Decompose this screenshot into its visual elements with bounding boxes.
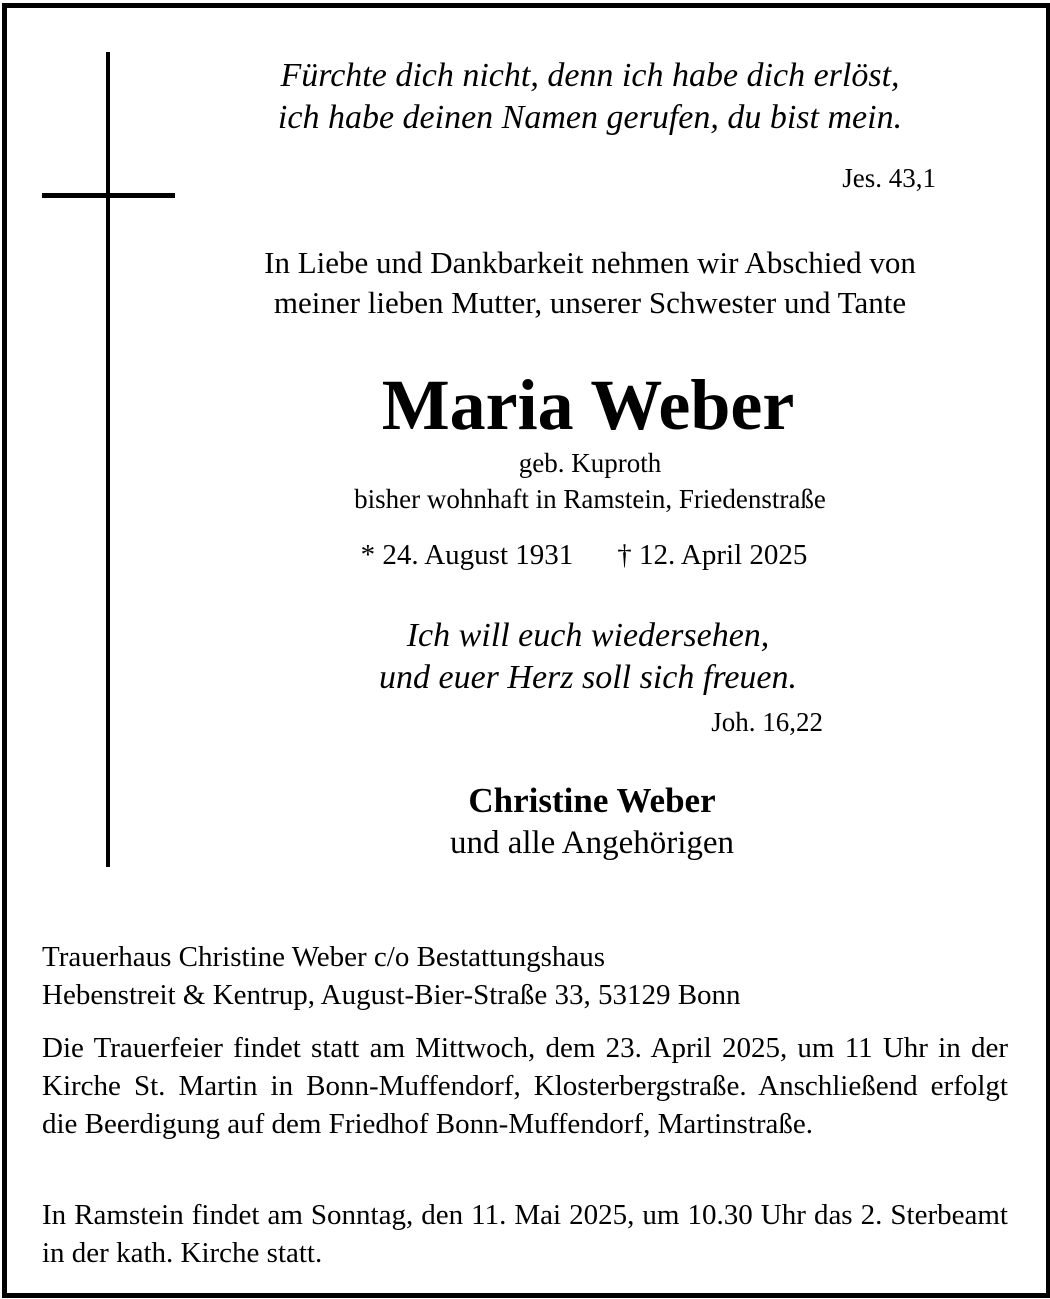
verse-line: ich habe deinen Namen gerufen, du bist mein. <box>277 99 903 136</box>
death-date: † 12. April 2025 <box>617 539 808 571</box>
birth-name: geb. Kuproth <box>518 448 662 478</box>
mass-info: In Ramstein findet am Sonntag, den 11. Mai 2025, um 10.30 Uhr das 2. Sterbeamt in der kath. Kirche statt. <box>42 1199 1008 1269</box>
life-dates <box>174 538 994 572</box>
opening-verse-reference-wrap <box>180 162 936 194</box>
deceased-name-wrap <box>178 365 998 445</box>
opening-verse <box>180 55 1000 139</box>
mourning-address <box>42 938 1008 1014</box>
closing-verse-reference-wrap <box>180 706 823 738</box>
signature-name: Christine Weber <box>468 781 716 820</box>
verse-line: Ich will euch wiedersehen, <box>406 617 770 654</box>
intro-text <box>180 243 1000 323</box>
cross-icon-vertical <box>106 52 110 867</box>
verse-line: Fürchte dich nicht, denn ich habe dich erlöst, <box>280 57 900 94</box>
verse-line: und euer Herz soll sich freuen. <box>378 659 797 696</box>
intro-line: meiner lieben Mutter, unserer Schwester und Tante <box>273 285 907 320</box>
cross-icon-horizontal <box>42 193 175 198</box>
address-line: Trauerhaus Christine Weber c/o Bestattungshaus <box>42 941 606 973</box>
residence: bisher wohnhaft in Ramstein, Friedenstraße <box>354 484 826 514</box>
deceased-details <box>180 445 1000 517</box>
deceased-name: Maria Weber <box>381 365 795 445</box>
verse-reference: Joh. 16,22 <box>711 707 823 737</box>
verse-reference: Jes. 43,1 <box>842 163 936 193</box>
service-info: Die Trauerfeier findet statt am Mittwoch, dem 23. April 2025, um 11 Uhr in der Kirche St. Martin in Bonn-Muffendorf, Klosterbergstraße. Anschließend erfolgt die Beerdigung auf dem Friedhof Bonn-Muffendorf, Martinstraße. <box>42 1032 1008 1140</box>
birth-date: * 24. August 1931 <box>360 539 574 571</box>
signature-family: und alle Angehörigen <box>449 825 735 861</box>
intro-line: In Liebe und Dankbarkeit nehmen wir Abschied von <box>264 245 916 280</box>
address-line: Hebenstreit & Kentrup, August-Bier-Straße 33, 53129 Bonn <box>42 979 741 1011</box>
closing-verse <box>178 615 998 699</box>
signature <box>182 780 1002 864</box>
